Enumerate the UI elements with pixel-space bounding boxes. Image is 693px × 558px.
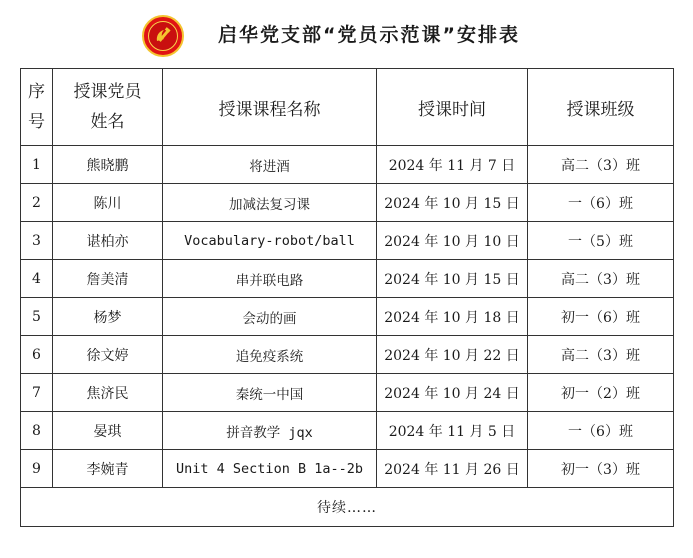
header-teacher-line2: 姓名 (90, 112, 125, 132)
table-footer-row (21, 488, 674, 527)
cell-class: 一（6）班 (528, 184, 674, 222)
header-teacher (53, 69, 163, 146)
cell-time: 2024 年 10 月 18 日 (377, 298, 528, 336)
cell-time: 2024 年 11 月 5 日 (377, 412, 528, 450)
cell-course: 将进酒 (163, 146, 377, 184)
cell-course: Unit 4 Section B 1a--2b (163, 450, 377, 488)
cell-teacher: 杨梦 (53, 298, 163, 336)
cell-class: 高二（3）班 (528, 336, 674, 374)
cell-class: 初一（6）班 (528, 298, 674, 336)
cell-class: 一（5）班 (528, 222, 674, 260)
cell-course: Vocabulary-robot/ball (163, 222, 377, 260)
cell-course: 加减法复习课 (163, 184, 377, 222)
hammer-sickle-icon (153, 26, 173, 46)
table-row (21, 450, 674, 488)
cell-class: 高二（3）班 (528, 146, 674, 184)
cell-teacher: 晏琪 (53, 412, 163, 450)
header-time: 授课时间 (377, 69, 528, 146)
header-seq-line1: 序 (28, 82, 45, 102)
cell-seq: 7 (21, 374, 53, 412)
cell-seq: 2 (21, 184, 53, 222)
cell-course: 拼音教学 jqx (163, 412, 377, 450)
cell-course: 串并联电路 (163, 260, 377, 298)
cell-time: 2024 年 10 月 15 日 (377, 260, 528, 298)
header-class: 授课班级 (528, 69, 674, 146)
cell-seq: 1 (21, 146, 53, 184)
cell-class: 初一（2）班 (528, 374, 674, 412)
cell-course: 会动的画 (163, 298, 377, 336)
table-row (21, 260, 674, 298)
cell-class: 一（6）班 (528, 412, 674, 450)
table-row (21, 184, 674, 222)
document-header (0, 0, 693, 68)
cell-teacher: 詹美清 (53, 260, 163, 298)
table-row (21, 146, 674, 184)
table-row (21, 412, 674, 450)
party-emblem-icon (142, 15, 184, 57)
emblem-inner (148, 21, 178, 51)
cell-teacher: 谌柏亦 (53, 222, 163, 260)
header-seq (21, 69, 53, 146)
document-title: 启华党支部“党员示范课”安排表 (218, 24, 520, 46)
table-row (21, 374, 674, 412)
cell-seq: 4 (21, 260, 53, 298)
cell-seq: 9 (21, 450, 53, 488)
cell-seq: 5 (21, 298, 53, 336)
cell-teacher: 陈川 (53, 184, 163, 222)
cell-time: 2024 年 10 月 15 日 (377, 184, 528, 222)
table-row (21, 298, 674, 336)
header-course: 授课课程名称 (163, 69, 377, 146)
cell-teacher: 徐文婷 (53, 336, 163, 374)
cell-course: 秦统一中国 (163, 374, 377, 412)
cell-course: 追免疫系统 (163, 336, 377, 374)
cell-seq: 8 (21, 412, 53, 450)
cell-time: 2024 年 10 月 22 日 (377, 336, 528, 374)
header-teacher-line1: 授课党员 (73, 82, 142, 102)
cell-time: 2024 年 10 月 24 日 (377, 374, 528, 412)
cell-class: 初一（3）班 (528, 450, 674, 488)
table-header-row (21, 69, 674, 146)
table-row (21, 336, 674, 374)
cell-time: 2024 年 11 月 7 日 (377, 146, 528, 184)
to-be-continued-note: 待续…… (21, 488, 674, 527)
table-row (21, 222, 674, 260)
cell-class: 高二（3）班 (528, 260, 674, 298)
cell-teacher: 焦济民 (53, 374, 163, 412)
cell-time: 2024 年 11 月 26 日 (377, 450, 528, 488)
cell-seq: 6 (21, 336, 53, 374)
schedule-table (20, 68, 674, 527)
cell-teacher: 熊晓鹏 (53, 146, 163, 184)
cell-time: 2024 年 10 月 10 日 (377, 222, 528, 260)
header-seq-line2: 号 (28, 112, 45, 132)
cell-teacher: 李婉青 (53, 450, 163, 488)
cell-seq: 3 (21, 222, 53, 260)
